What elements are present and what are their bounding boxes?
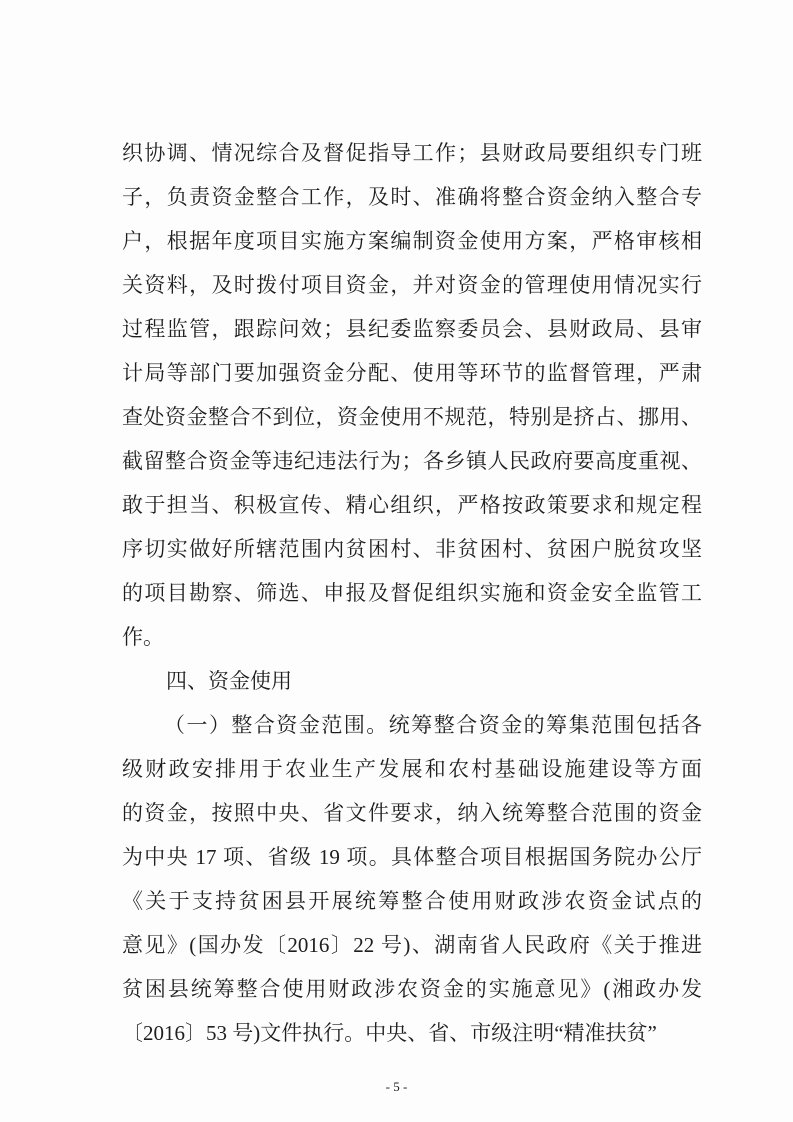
text-line: 子，负责资金整合工作，及时、准确将整合资金纳入整合专 (122, 185, 702, 209)
text-line: 过程监管，跟踪问效；县纪委监察委员会、县财政局、县审 (122, 317, 702, 341)
text-line: 序切实做好所辖范围内贫困村、非贫困村、贫困户脱贫攻坚 (122, 537, 702, 561)
text-line: （一）整合资金范围。统筹整合资金的筹集范围包括各 (164, 713, 702, 737)
body-text (122, 131, 702, 1055)
page-number: - 5 - (385, 1079, 408, 1094)
text-line: 的资金，按照中央、省文件要求，纳入统筹整合范围的资金 (122, 801, 702, 825)
text-line: 查处资金整合不到位，资金使用不规范，特别是挤占、挪用、 (122, 405, 702, 429)
text-line: 关资料，及时拨付项目资金，并对资金的管理使用情况实行 (122, 273, 702, 297)
text-line: 的项目勘察、筛选、申报及督促组织实施和资金安全监管工 (122, 581, 702, 605)
text-line: 贫困县统筹整合使用财政涉农资金的实施意见》(湘政办发 (122, 977, 702, 1001)
text-line: 户，根据年度项目实施方案编制资金使用方案，严格审核相 (122, 229, 702, 253)
text-line: 〔2016〕53 号)文件执行。中央、省、市级注明“精准扶贫” (122, 1021, 657, 1045)
text-line: 作。 (122, 625, 164, 649)
text-line: 为中央 17 项、省级 19 项。具体整合项目根据国务院办公厅 (122, 845, 702, 869)
text-line: 敢于担当、积极宣传、精心组织，严格按政策要求和规定程 (122, 493, 702, 517)
text-line: 《关于支持贫困县开展统筹整合使用财政涉农资金试点的 (122, 889, 702, 913)
text-line: 织协调、情况综合及督促指导工作；县财政局要组织专门班 (122, 141, 702, 165)
section-heading: 四、资金使用 (166, 669, 292, 693)
text-line: 意见》(国办发〔2016〕22 号)、湖南省人民政府《关于推进 (122, 933, 702, 957)
text-line: 计局等部门要加强资金分配、使用等环节的监督管理，严肃 (122, 361, 702, 385)
text-line: 级财政安排用于农业生产发展和农村基础设施建设等方面 (122, 757, 702, 781)
text-line: 截留整合资金等违纪违法行为；各乡镇人民政府要高度重视、 (122, 449, 702, 473)
